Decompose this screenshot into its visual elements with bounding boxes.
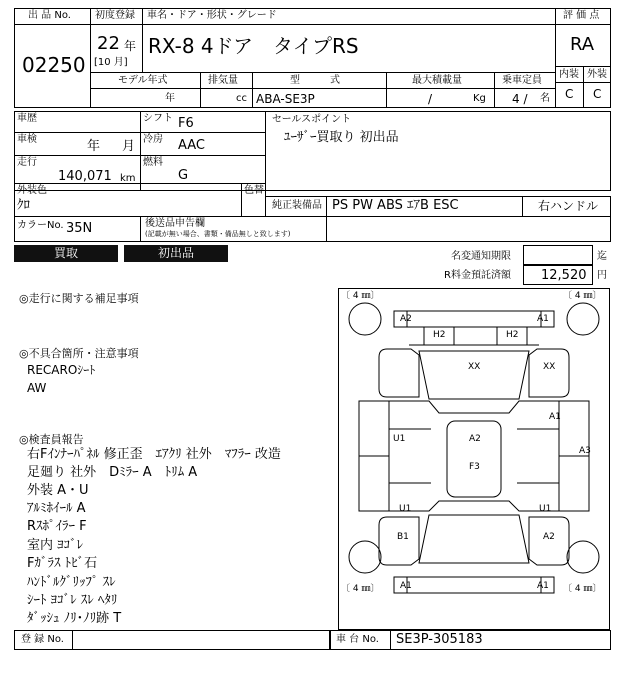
front-bumper — [394, 311, 554, 327]
max-load-label: 最大積載量 — [412, 75, 462, 86]
mark-roof-2: F3 — [469, 462, 480, 472]
max-load-unit: Kg — [473, 93, 486, 104]
inspector-line: 足廻り 社外 Dﾐﾗｰ A ﾄﾘﾑ A — [27, 465, 198, 480]
defect-line: AW — [27, 381, 47, 395]
inspector-line: ｼｰﾄ ﾖｺﾞﾚ ｽﾚ ﾍﾀﾘ — [27, 593, 118, 608]
recycle-label: R料金預託済額 — [444, 270, 511, 281]
tire-rear-left — [349, 541, 381, 573]
mark-rear-right-1: U1 — [539, 504, 552, 514]
exterior-grade: C — [593, 87, 602, 101]
max-load-value: / — [428, 92, 433, 106]
exterior-label: 外装 — [587, 69, 607, 80]
model-year-label: モデル年式 — [118, 75, 168, 86]
color-no-label: カラーNo. — [17, 220, 64, 231]
name-label: 車名・ドア・形状・グレード — [147, 10, 277, 21]
color-no-box — [14, 216, 611, 242]
year-unit: 年 — [124, 39, 137, 53]
first-reg-month: [10 月] — [94, 57, 128, 68]
mark-fender-left: XX — [468, 362, 481, 372]
tire-depth-rr: 〔 4 ㎜〕 — [563, 584, 602, 594]
color-value: ｸﾛ — [17, 198, 30, 213]
capacity-unit: 名 — [540, 93, 550, 104]
fuel-label: 燃料 — [143, 157, 163, 168]
eval-score: RA — [570, 34, 595, 55]
mark-rear-right-2: A2 — [543, 532, 555, 542]
mark-door-left: U1 — [393, 434, 406, 444]
mark-headlight-left: H2 — [433, 330, 446, 340]
defects-title: ◎不具合箇所・注意事項 — [19, 347, 139, 360]
hood — [419, 351, 529, 399]
mark-door-right: A1 — [549, 412, 561, 422]
interior-label: 内装 — [559, 69, 579, 80]
sales-point-text: ﾕｰｻﾞｰ買取り 初出品 — [284, 130, 399, 145]
name-change-box — [523, 245, 593, 265]
mileage-label: 走行 — [17, 157, 37, 168]
tag-kaitori: 買取 — [14, 245, 118, 262]
inspector-line: Rｽﾎﾟｲﾗｰ F — [27, 519, 87, 534]
color-label: 外装色 — [17, 185, 47, 196]
tire-depth-fl: 〔 4 ㎜〕 — [341, 291, 380, 301]
lot-number: 02250 — [22, 53, 86, 77]
first-reg-year: 22 — [97, 33, 120, 54]
mileage-unit: km — [120, 173, 136, 184]
inspection-label: 車検 — [17, 134, 37, 145]
inspection-month: 月 — [122, 139, 136, 154]
displacement-label: 排気量 — [208, 75, 238, 86]
inspector-line: 室内 ﾖｺﾞﾚ — [27, 538, 84, 553]
color-change-label: 色替 — [244, 185, 264, 196]
mark-rear-bumper-left: A1 — [400, 581, 412, 591]
handle-value: 右ハンドル — [538, 199, 599, 213]
color-box — [14, 183, 266, 217]
mark-fender-right: XX — [543, 362, 556, 372]
tire-depth-rl: 〔 4 ㎜〕 — [341, 584, 380, 594]
displacement-unit: cc — [236, 93, 247, 104]
mark-side-right: A3 — [579, 446, 591, 456]
cabin — [389, 401, 559, 511]
recycle-unit: 円 — [597, 270, 607, 281]
mark-front-bumper-right: A1 — [537, 314, 549, 324]
tire-front-right — [567, 303, 599, 335]
shift-label: シフト — [143, 113, 173, 124]
inspector-line: ﾀﾞｯｼｭ ﾉﾘ･ﾉﾘ跡 T — [27, 611, 122, 626]
main-header-box — [90, 8, 556, 108]
driving-notes-title: ◎走行に関する補足事項 — [19, 292, 139, 305]
type-value: ABA-SE3P — [256, 92, 315, 106]
inspection-year: 年 — [87, 139, 101, 154]
aftermarket-label: 後送品申告欄 — [145, 218, 205, 229]
aftermarket-note: (記載が無い場合、書類・備品無しと致します) — [145, 230, 291, 238]
inspector-line: ｱﾙﾐﾎｲｰﾙ A — [27, 501, 86, 516]
mark-headlight-right: H2 — [506, 330, 519, 340]
capacity-label: 乗車定員 — [502, 75, 542, 86]
interior-grade: C — [565, 87, 574, 101]
tag-first-listing: 初出品 — [124, 245, 228, 262]
color-no-value: 35N — [66, 221, 93, 236]
trunk — [419, 515, 529, 563]
tire-front-left — [349, 303, 381, 335]
inspector-line: 右Fｲﾝﾅｰﾊﾟﾈﾙ 修正歪 ｴｱｸﾘ 社外 ﾏﾌﾗｰ 改造 — [27, 447, 281, 462]
inspector-line: Fｶﾞﾗｽ ﾄﾋﾞ石 — [27, 556, 98, 571]
shift-value: F6 — [178, 116, 194, 131]
fuel-value: G — [178, 168, 189, 183]
name-change-label: 名変通知期限 — [451, 251, 511, 262]
tire-rear-right — [567, 541, 599, 573]
chassis-value: SE3P-305183 — [396, 632, 483, 647]
equipment-label: 純正装備品 — [272, 200, 322, 211]
mileage-value: 140,071 — [58, 169, 112, 184]
ac-label: 冷房 — [143, 134, 163, 145]
recycle-value: 12,520 — [541, 268, 587, 283]
history-label: 車歴 — [17, 113, 37, 124]
car-diagram — [338, 288, 610, 630]
first-reg-label: 初度登録 — [95, 10, 135, 21]
rear-bumper — [394, 577, 554, 593]
equipment-value: PS PW ABS ｴｱB ESC — [332, 198, 459, 213]
inspector-title: ◎検査員報告 — [19, 433, 84, 446]
eval-label: 評 価 点 — [563, 10, 600, 21]
mark-front-bumper-left: A2 — [400, 314, 412, 324]
inspector-line: ﾊﾝﾄﾞﾙｸﾞﾘｯﾌﾟ ｽﾚ — [27, 575, 116, 590]
lot-label: 出 品 No. — [28, 10, 71, 21]
car-name: RX-8 4ドア タイプRS — [148, 34, 359, 58]
fender-right — [529, 349, 569, 397]
car-outline — [339, 289, 609, 629]
inspector-line: 外装 A・U — [27, 483, 89, 498]
reg-no-label: 登 録 No. — [21, 634, 64, 645]
mark-rear-left-1: U1 — [399, 504, 412, 514]
capacity-value: 4 / — [512, 92, 528, 106]
mark-rear-left-2: B1 — [397, 532, 409, 542]
mark-roof: A2 — [469, 434, 481, 444]
name-change-unit: 迄 — [597, 251, 607, 262]
sales-point-label: セールスポイント — [272, 114, 352, 125]
fender-left — [379, 349, 419, 397]
defect-line: RECAROｼｰﾄ — [27, 363, 96, 377]
ac-value: AAC — [178, 138, 205, 153]
tire-depth-fr: 〔 4 ㎜〕 — [563, 291, 602, 301]
chassis-label: 車 台 No. — [336, 634, 379, 645]
type-label: 型 式 — [290, 75, 340, 86]
roof — [447, 421, 501, 497]
model-year-unit: 年 — [165, 93, 175, 104]
mark-rear-bumper-right: A1 — [537, 581, 549, 591]
